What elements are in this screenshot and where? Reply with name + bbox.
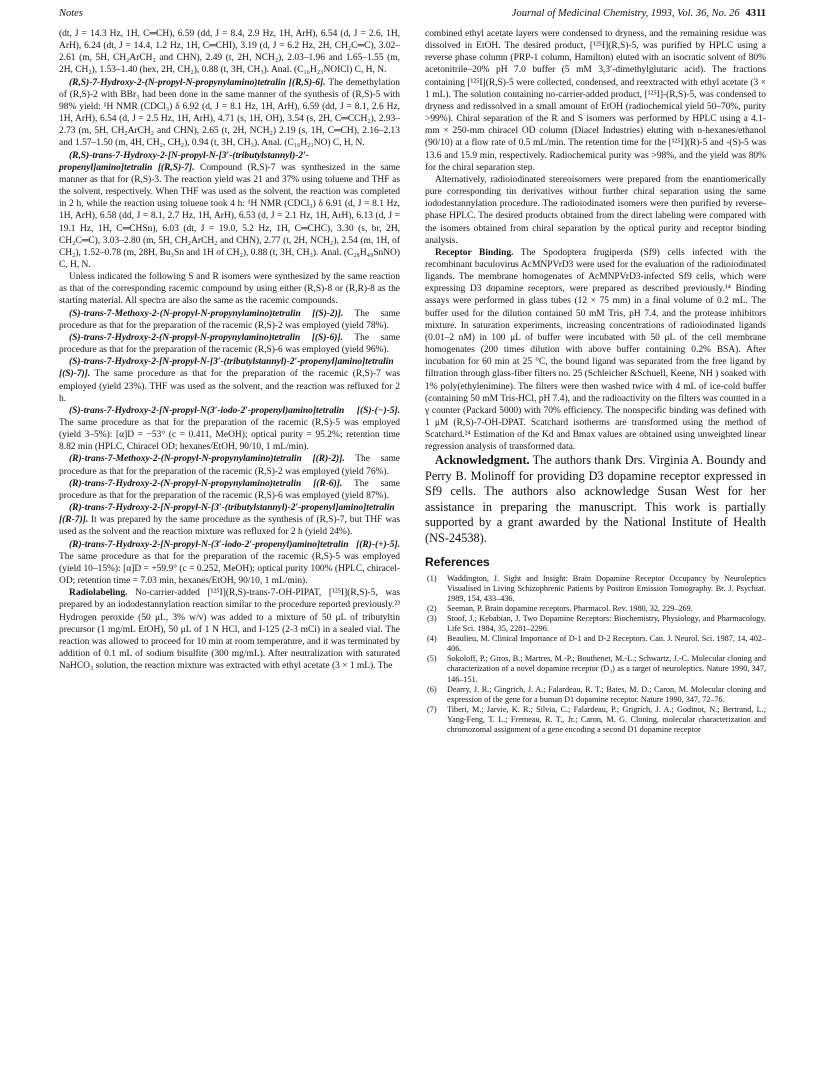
reference-number: (7) <box>427 704 437 714</box>
paragraph-text: It was prepared by the same procedure as the synthesis of (R,S)-7, but THF was used as the solvent and the reaction mixture was refluxed for 2 h (yield 24%). <box>59 515 400 538</box>
left-paragraph <box>59 150 400 272</box>
paragraph-heading: (S)-trans-7-Hydroxy-2-(N-propyl-N-propynylamino)tetralin [(S)-6)]. <box>69 332 343 343</box>
reference-number: (5) <box>427 654 437 664</box>
reference-text: Tiberi, M.; Jarvie, K. R.; Silvia, C.; Falardeau, P.; Grigrich, J. A.; Godinot, N.; Bertrand, L.; Yang-Feng, T. L.; Fremeau, R. T., Jr.; Caron, M. G. Cloning, molecular characterization and chromozomal assignment of a gene encoding a second D1 dopamine receptor <box>447 704 766 735</box>
left-column <box>59 28 400 1062</box>
right-column <box>425 28 766 1062</box>
acknowledgment-text: The authors thank Drs. Virginia A. Boundy and Perry B. Molinoff for providing D3 dopamine receptor expressed in Sf9 cells. The authors also acknowledge Susan West for her assistance in preparing the manuscript. This work is partially supported by a grant awarded by the National Institute of Health (NS-24538). <box>425 453 766 545</box>
right-paragraph <box>425 247 766 454</box>
right-paragraph <box>425 28 766 174</box>
left-paragraph <box>59 271 400 307</box>
reference-text: Dearry, J. R.; Gingrich, J. A.; Falardeau, R. T.; Bates, M. D.; Caron, M. Molecular cloning and expression of the gene for a human D1 dopamine receptor. Nature 1990, 347, 72–76. <box>447 684 766 704</box>
paragraph-text: The same procedure as that for the preparation of the racemic (R,S)-6 was employed (yield 96%). <box>59 332 400 356</box>
left-paragraph <box>59 478 400 502</box>
left-paragraph <box>59 28 400 77</box>
acknowledgment-heading: Acknowledgment. <box>435 453 530 468</box>
reference-list <box>425 574 766 736</box>
paragraph-text: The same procedure as that for the preparation of the racemic (R,S)-5 was employed (yield 10–15%): [α]D = +59.9° (c = 0.252, MeOH); optical purity 100% (HPLC, chiracel-OD; retention time = 7.03 min, hexanes/EtOH, 90/10, 1 mL/min). <box>59 551 400 587</box>
paragraph-heading: (S)-trans-7-Methoxy-2-(N-propyl-N-propynylamino)tetralin [(S)-2)]. <box>69 308 344 319</box>
header-journal-name: Journal of Medicinal Chemistry, 1993, Vol. 36, No. 26 <box>511 8 740 19</box>
right-paragraph <box>425 174 766 247</box>
paragraph-heading: (R,S)-7-Hydroxy-2-(N-propyl-N-propynylamino)tetralin [(R,S)-6]. <box>69 77 326 88</box>
left-paragraph <box>59 356 400 405</box>
reference-number: (2) <box>427 603 437 613</box>
paragraph-text: The same procedure as that for the preparation of the racemic (R,S)-2 was employed (yield 76%). <box>59 454 400 477</box>
left-paragraph <box>59 587 400 672</box>
left-paragraph <box>59 502 400 538</box>
paragraph-heading: Receptor Binding. <box>435 247 514 258</box>
reference-number: (1) <box>427 573 437 583</box>
reference-number: (4) <box>427 634 437 644</box>
paragraph-text: The Spodoptera frugiperda (Sf9) cells infected with the recombinant baculovirus AcMNPVrD3 were used for the evaluation of the radioiodinated ligands. The membrane homogenates of AcMNPVrD3-infected Sf9 cells, which were expressing D3 dopamine receptors, were prepared as described previously.¹⁴ Binding assays were performed in glass tubes (12 × 75 mm) in a final volume of 0.2 mL. The buffer used for the dilution contained 50 mM Tris, pH 7.4, and the protease inhibitors mixture. In saturation experiments, increasing concentrations of radioiodinated ligands (0.01–2 nM) in 100 μL of buffer were incubated with 50 μL of the cell membrane homogenates (200 times dilution with above buffer containing 0.2% BSA). After incubation for 60 min at 25 °C, the bound ligand was separated from the free ligand by filtration through glass-fiber filters no. 25 (Schleicher &Schuell, Keene, NH ) soaked with 1% poly(ethylenimine). The filters were then washed twice with 4 mL of ice-cold buffer (containing 50 mM Tris-HCl, pH 7.4), and the radioactivity on the filters was counted in a γ counter (Packard 5000) with 70% efficiency. The nonspecific binding was defined with 1 μM (R,S)-7-OH-DPAT. Scatchard isotherms are transformed using the method of Scatchard.²⁴ Estimation of the Kd and Bmax values are obtained using unweighted linear regression analysis of transformed data. <box>425 247 766 453</box>
paragraph-heading: (S)-trans-7-Hydroxy-2-[N-propyl-N-[3′-(tributylstannyl)-2′-propenyl]amino]tetralin [(S)-7)]. <box>59 357 394 380</box>
reference-text: Beaulieu, M. Clinical Importance of D-1 and D-2 Receptors. Can. J. Neurol. Sci. 1987, 14, 402–406. <box>447 634 766 654</box>
reference-item <box>425 574 766 604</box>
header-section-label: Notes <box>59 8 83 19</box>
paragraph-text: (dt, J = 14.3 Hz, 1H, C═CH), 6.59 (dd, J = 8.4, 2.9 Hz, 1H, ArH), 6.54 (d, J = 2.6, 1H, ArH), 6.24 (dt, J = 14.4, 1.2 Hz, 1H, C═CHI), 3.19 (d, J = 6.2 Hz, 2H, CH₂C═C), 3.02–2.61 (m, 5H, CH₂ArCH₂ and CHN), 2.49 (t, 2H, NCH₂), 2.03–1.96 and 1.65–1.55 (m, 2H, CH₂), 1.53–1.40 (hex, 2H, CH₂), 0.88 (t, 3H, CH₃). Anal. (C₁₆H₂₃NOICl) C, H, N. <box>59 29 400 76</box>
reference-text: Sokoloff, P.; Giros, B.; Martres, M.-P.; Bouthenet, M.-L.; Schwartz, J.-C. Molecular cloning and characterization of a novel dopamine receptor (D₃) as a target of neuroleptics. Nature 1990, 347, 146–151. <box>447 654 766 684</box>
running-header <box>59 8 766 24</box>
paragraph-heading: (R)-trans-7-Hydroxy-2-[N-propyl-N-(3′-iodo-2′-propenyl)amino]tetralin [(R)-(+)-5]. <box>69 539 400 550</box>
page-number: 4311 <box>745 8 766 19</box>
paragraph-heading: (R)-trans-7-Hydroxy-2-(N-propyl-N-propynylamino)tetralin [(R-6)]. <box>69 478 343 489</box>
acknowledgment-paragraph <box>425 453 766 546</box>
left-paragraph <box>59 308 400 332</box>
reference-item <box>425 604 766 614</box>
paragraph-text: The demethylation of (R,S)-2 with BBr₃ had been done in the same manner of the synthesis of (R,S)-5 with 98% yield: ¹H NMR (CDCl₃) δ 6.92 (d, J = 8.1 Hz, 1H, ArH), 6.59 (dd, J = 8.1, 2.6 Hz, 1H, ArH), 6.54 (d, J = 2.5 Hz, 1H, ArH), 4.71 (s, 1H, OH), 3.54 (s, 2H, C═CCH₂), 2.93–2.73 (m, 5H, CH₂ArCH₂ and CHN), 2.65 (t, 2H, NCH₂) 2.19 (s, 1H, C═CH), 2.16–2.13 and 1.57–1.50 (m, 4H, CH₂, CH₂), 0.94 (t, 3H, CH₃). Anal. (C₁₆H₂₁NO) C, H, N. <box>59 77 400 149</box>
reference-item <box>425 654 766 684</box>
reference-number: (3) <box>427 614 437 623</box>
paragraph-heading: (S)-trans-7-Hydroxy-2-[N-propyl-N(3′-iodo-2′-propenyl)amino]tetralin [(S)-(−)-5]. <box>69 405 400 416</box>
paragraph-heading: Radiolabeling. <box>69 588 128 599</box>
reference-item <box>425 634 766 654</box>
paragraph-heading: (R,S)-trans-7-Hydroxy-2-[N-propyl-N-[3′-(tributylstannyl)-2′-propenyl]amino]tetralin [(R,S)-7]. <box>59 150 309 173</box>
reference-text: Stoof, J.; Kebabian, J. Two Dopamine Receptors: Biochemistry, Physiology, and Pharmacology. Life Sci. 1984, 35, 2281–2296. <box>447 614 766 634</box>
paragraph-text: The same procedure as that for the preparation of the racemic (R,S)-2 was employed (yield 78%). <box>59 308 400 331</box>
paragraph-text: Unless indicated the following S and R isomers were synthesized by the same reaction as that of the corresponding racemic compound by using either (R,S)-8 or (R,R)-8 as the starting material. All spectra are also the same as the racemic compounds. <box>59 272 400 307</box>
reference-item <box>425 614 766 634</box>
paragraph-heading: (R)-trans-7-Hydroxy-2-[N-propyl-N-[3′-(tributylstannyl)-2′-propenyl]amino]tetralin [(R-7)]. <box>59 503 395 526</box>
left-paragraph <box>59 453 400 477</box>
paragraph-text: The same procedure as that for the preparation of the racemic (R,S)-6 was employed (yield 87%). <box>59 478 400 501</box>
right-column-paragraphs <box>425 28 766 453</box>
header-journal-citation <box>512 8 766 19</box>
reference-text: Waddington, J. Sight and Insight: Brain Dopamine Receptor Occupancy by Neuroleptics Visualised in Living Schizophrenic Patients by Positron Emission Tomography. Br. J. Psychiat. 1989, 154, 433–436. <box>447 573 766 603</box>
left-paragraph <box>59 539 400 588</box>
left-paragraph <box>59 405 400 454</box>
reference-text: Seeman, P. Brain dopamine receptors. Pharmacol. Rev. 1980, 32, 229–269. <box>447 603 693 613</box>
paragraph-text: Compound (R,S)-7 was synthesized in the same manner as that for (R,S)-3. The reaction yield was 21 and 37% using toluene and THF as the solvent, respectively. When THF was used as the solvent, the reaction was completed in 2 h, while the reaction using toluene took 4 h: ¹H NMR (CDCl₃) δ 6.91 (d, J = 8.1 Hz, 1H, ArH), 6.58 (dd, J = 8.1, 2.7 Hz, 1H, ArH), 6.53 (d, J = 2.1 Hz, 1H, ArH), 6.13 (d, J = 19.1 Hz, 1H, C═CHSn), 6.03 (dt, J = 19.0, 5.2 Hz, 1H, C═CHC), 3.30 (s, br, 2H, CH₂C═C), 3.03–2.80 (m, 5H, CH₂ArCH₂ and CHN), 2.77 (t, 2H, NCH₂), 2.54 (m, 1H, of CH₂), 1.52–0.78 (m, 28H, Bu₃Sn and 1H of CH₂), 0.88 (t, 3H, CH₃). Anal. (C₂₈H₄₉SnNO) C, H, N. <box>59 162 400 270</box>
left-paragraph <box>59 332 400 356</box>
paragraph-text: No-carrier-added [¹²⁵I](R,S)-trans-7-OH-PIPAT, [¹²⁵I](R,S)-5, was prepared by an iododestannylation reaction similar to the procedure reported previously.²³ Hydrogen peroxide (50 μL, 3% w/v) was added to a mixture of 50 μL of tributyltin precursor (1 mg/mL EtOH), 50 μL of 1 N HCl, and I-125 (2-3 mCi) in a sealed vial. The reaction was allowed to proceed for 10 min at room temperature, and it was terminated by addition of 0.1 mL of sodium bisulfite (300 mg/mL). After neutralization with saturated NaHCO₃ solution, the reaction mixture was extracted with ethyl acetate (3 × 1 mL). The <box>59 588 400 672</box>
paragraph-text: combined ethyl acetate layers were condensed to dryness, and the remaining residue was dissolved in EtOH. The desired product, [¹²⁵I](R,S)-5, was purified by HPLC using a reverse phase column (PRP-1 column, Hamilton) eluted with an isocratic solvent of 80% acetonitrile–20% pH 7.0 buffer (5 mM 3,3′-dimethylglutaric acid). The fractions containing [¹²⁵I](R,S)-5 were collected, condensed, and reextracted with ethyl acetate (3 × 1 mL). The solution containing no-carrier-added product, [¹²⁵I]-(R,S)-5, was condensed to dryness and redissolved in a small amount of EtOH (radiochemical yield 50–70%, purity >99%). Chiral separation of the R and S isomers was performed by HPLC using a 4.1-mm × 250-mm chiracel OD column (Diacel Industries) eluting with n-hexanes/ethanol (90/10) at a flow rate of 0.5 mL/min. The retention time for the [¹²⁵I](R)-5 and -(S)-5 was 13.6 and 15.9 min, respectively. Radiochemical purity was >98%, and the yield was 80% for the chiral separation step. <box>425 29 766 173</box>
paragraph-text: The same procedure as that for the preparation of the racemic (R,S)-7 was employed (yield 23%). THF was used as the solvent, and the reaction was refluxed for 2 h. <box>59 369 400 404</box>
left-paragraph <box>59 77 400 150</box>
paragraph-text: Alternatively, radioiodinated stereoisomers were prepared from the enantiomerically pure corresponding tin derivatives without further chiral separation using the same iododestannylation procedure. The radioiodinated isomers were then purified by reverse-phase HPLC. The desired products obtained from the direct labeling were compared with the isomers obtained from chiral separation by the optical purity and receptor binding analysis. <box>425 174 766 246</box>
paragraph-text: The same procedure as that for the preparation of the racemic (R,S)-5 was employed (yield 3–5%): [α]D = −53° (c = 0.411, MeOH); optical purity = 95.2%; retention time 8.82 min (HPLC, Chiracel OD; hexanes/EtOH, 90/10, 1 mL/min). <box>59 418 400 453</box>
reference-number: (6) <box>427 684 437 694</box>
reference-item <box>425 685 766 705</box>
references-heading: References <box>425 555 490 570</box>
reference-item <box>425 705 766 735</box>
paragraph-heading: (R)-trans-7-Methoxy-2-(N-propyl-N-propynylamino)tetralin [(R)-2)]. <box>69 454 345 465</box>
